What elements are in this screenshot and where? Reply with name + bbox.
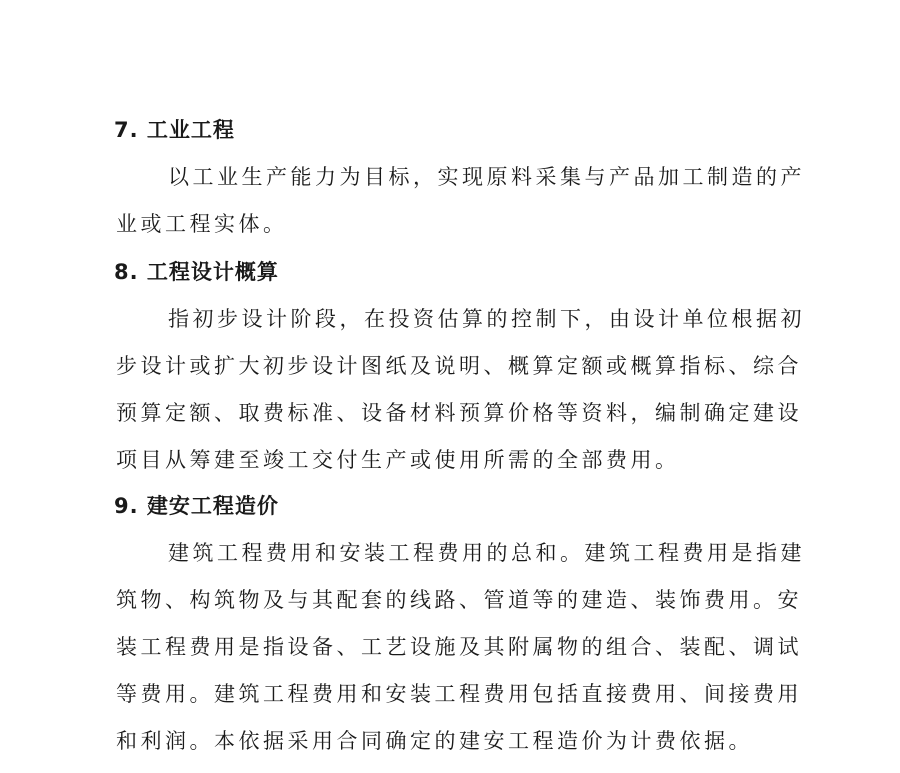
body-line: 和利润。本依据采用合同确定的建安工程造价为计费依据。 — [116, 729, 753, 753]
body-line: 等费用。建筑工程费用和安装工程费用包括直接费用、间接费用 — [116, 682, 802, 706]
section-heading-construction-cost: 9. 建安工程造价 — [114, 494, 279, 518]
section-body-industrial-engineering — [116, 154, 805, 248]
body-line: 筑物、构筑物及与其配套的线路、管道等的建造、装饰费用。安 — [116, 588, 802, 612]
body-line: 建筑工程费用和安装工程费用的总和。建筑工程费用是指建 — [168, 541, 805, 565]
section-heading-design-estimate: 8. 工程设计概算 — [114, 260, 279, 284]
body-line: 业或工程实体。 — [116, 212, 288, 236]
body-line: 指初步设计阶段，在投资估算的控制下，由设计单位根据初 — [168, 307, 805, 331]
section-body-construction-cost — [116, 530, 805, 765]
body-line: 预算定额、取费标准、设备材料预算价格等资料，编制确定建设 — [116, 401, 802, 425]
section-body-design-estimate — [116, 296, 805, 484]
body-line: 项目从筹建至竣工交付生产或使用所需的全部费用。 — [116, 448, 680, 472]
section-heading-industrial-engineering: 7. 工业工程 — [114, 118, 235, 142]
body-line: 步设计或扩大初步设计图纸及说明、概算定额或概算指标、综合 — [116, 354, 802, 378]
body-line: 以工业生产能力为目标，实现原料采集与产品加工制造的产 — [168, 165, 805, 189]
body-line: 装工程费用是指设备、工艺设施及其附属物的组合、装配、调试 — [116, 635, 802, 659]
